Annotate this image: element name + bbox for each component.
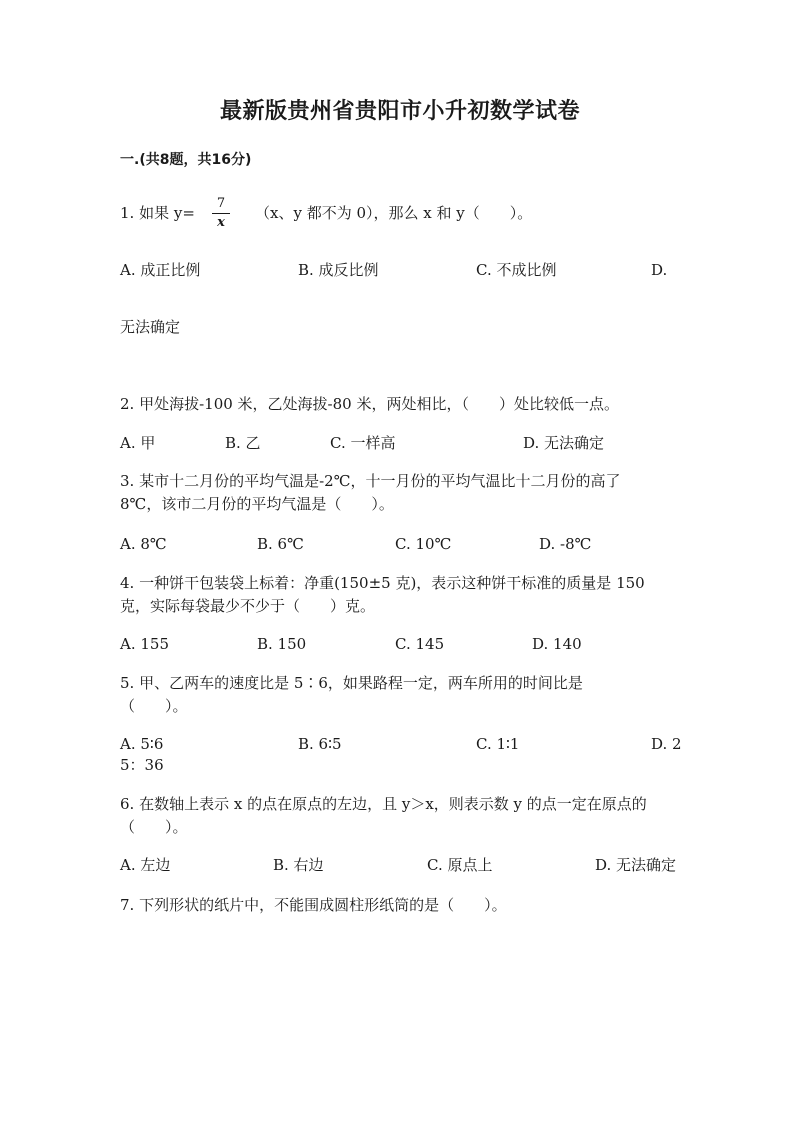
q3-option-c: C. 10℃ <box>395 535 452 553</box>
q3-option-b: B. 6℃ <box>257 535 304 553</box>
question-3-line-1: 3. 某市十二月份的平均气温是-2℃，十一月份的平均气温比十二月份的高了 <box>120 472 621 490</box>
q2-option-b: B. 乙 <box>225 434 261 452</box>
q2-option-c: C. 一样高 <box>330 434 396 452</box>
fraction-bar <box>212 213 230 214</box>
question-1-prefix: 1. 如果 y= <box>120 204 195 222</box>
question-6-line-2: （ ）。 <box>120 818 188 836</box>
q6-option-a: A. 左边 <box>120 856 171 874</box>
q6-option-d: D. 无法确定 <box>595 856 677 874</box>
question-5-line-2: （ ）。 <box>120 697 188 715</box>
question-6-line-1: 6. 在数轴上表示 x 的点在原点的左边，且 y＞x，则表示数 y 的点一定在原点的 <box>120 795 647 813</box>
question-1-suffix: （x、y 都不为 0），那么 x 和 y（ ）。 <box>255 204 533 222</box>
q6-option-c: C. 原点上 <box>427 856 493 874</box>
question-3-line-2: 8℃，该市二月份的平均气温是（ ）。 <box>120 495 394 513</box>
q5-option-b: B. 6∶5 <box>298 735 342 753</box>
q3-option-d: D. -8℃ <box>539 535 592 553</box>
q5-option-c: C. 1∶1 <box>476 735 520 753</box>
question-5-line-1: 5. 甲、乙两车的速度比是 5∶6，如果路程一定，两车所用的时间比是 <box>120 674 583 692</box>
fraction-numerator: 7 <box>216 196 226 211</box>
q5-option-d-wrap: 5：36 <box>120 756 164 774</box>
q2-option-a: A. 甲 <box>120 434 156 452</box>
q4-option-b: B. 150 <box>257 635 307 653</box>
q2-option-d: D. 无法确定 <box>523 434 605 452</box>
section-heading: 一.(共8题，共16分) <box>120 152 252 168</box>
q3-option-a: A. 8℃ <box>120 535 167 553</box>
q1-option-b: B. 成反比例 <box>298 261 379 279</box>
fraction-denominator: x <box>217 215 225 230</box>
q4-option-c: C. 145 <box>395 635 445 653</box>
question-1-fraction <box>212 196 230 231</box>
q4-option-d: D. 140 <box>532 635 582 653</box>
q4-option-a: A. 155 <box>120 635 169 653</box>
page-title: 最新版贵州省贵阳市小升初数学试卷 <box>219 99 580 124</box>
q1-option-a: A. 成正比例 <box>120 261 201 279</box>
question-4-line-2: 克，实际每袋最少不少于（ ）克。 <box>120 597 376 615</box>
q1-option-c: C. 不成比例 <box>476 261 557 279</box>
q1-option-d-wrap: 无法确定 <box>120 318 181 336</box>
question-2-text: 2. 甲处海拔-100 米，乙处海拔-80 米，两处相比，（ ）处比较低一点。 <box>120 395 619 413</box>
question-7-text: 7. 下列形状的纸片中，不能围成圆柱形纸筒的是（ ）。 <box>120 896 507 914</box>
q5-option-a: A. 5∶6 <box>120 735 164 753</box>
q6-option-b: B. 右边 <box>273 856 324 874</box>
q5-option-d: D. 2 <box>651 735 682 753</box>
question-4-line-1: 4. 一种饼干包装袋上标着：净重(150±5 克)，表示这种饼干标准的质量是 150 <box>120 574 645 592</box>
q1-option-d: D. <box>651 261 668 279</box>
